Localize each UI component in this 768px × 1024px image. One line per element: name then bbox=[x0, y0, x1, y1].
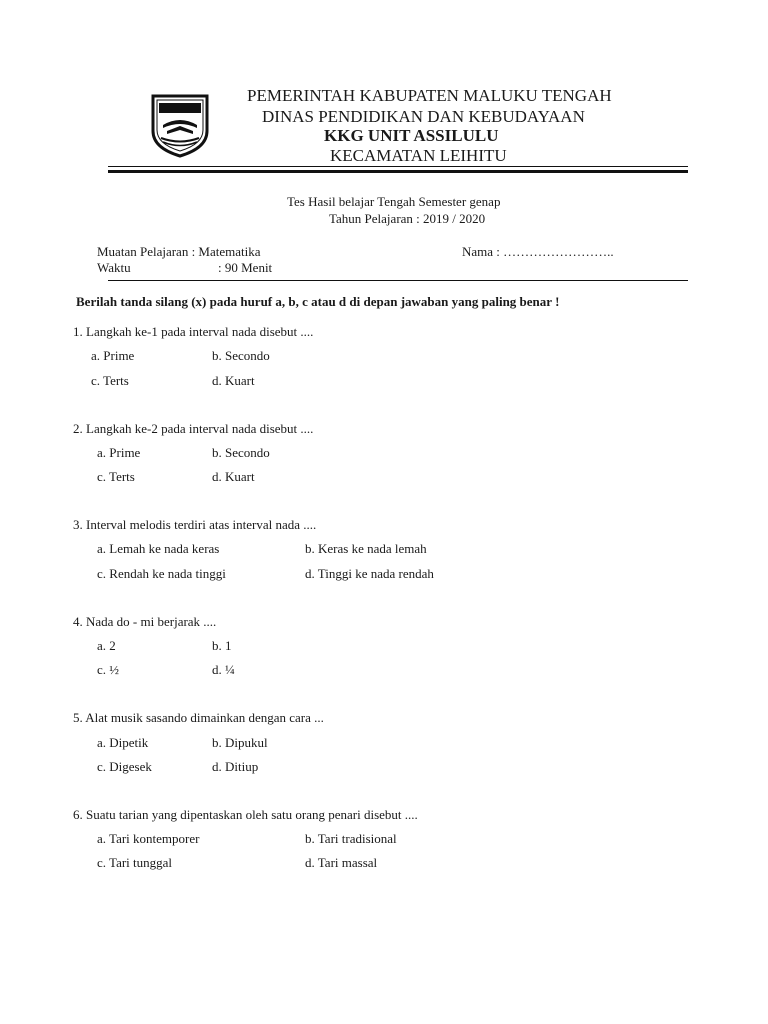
answer-option-a[interactable]: a. Tari kontemporer bbox=[97, 831, 200, 846]
header-district-name: KECAMATAN LEIHITU bbox=[330, 146, 507, 165]
instruction-text: Berilah tanda silang (x) pada huruf a, b, c atau d di depan jawaban yang paling benar ! bbox=[76, 294, 560, 309]
exam-title: Tes Hasil belajar Tengah Semester genap bbox=[287, 194, 501, 209]
answer-option-d[interactable]: d. Tinggi ke nada rendah bbox=[305, 566, 434, 581]
time-label: Waktu bbox=[97, 260, 131, 275]
answer-option-b[interactable]: b. 1 bbox=[212, 638, 232, 653]
answer-option-d[interactable]: d. Ditiup bbox=[212, 759, 259, 774]
subject-label: Muatan Pelajaran : Matematika bbox=[97, 244, 261, 259]
info-divider bbox=[108, 280, 688, 281]
answer-option-c[interactable]: c. ½ bbox=[97, 662, 120, 677]
answer-option-c[interactable]: c. Rendah ke nada tinggi bbox=[97, 566, 226, 581]
answer-option-d[interactable]: d. Tari massal bbox=[305, 855, 378, 870]
header-government-name: PEMERINTAH KABUPATEN MALUKU TENGAH bbox=[247, 86, 612, 105]
time-value: : 90 Menit bbox=[218, 260, 273, 275]
answer-option-b[interactable]: b. Secondo bbox=[212, 348, 270, 363]
answer-option-b[interactable]: b. Dipukul bbox=[212, 735, 268, 750]
answer-option-c[interactable]: c. Terts bbox=[97, 469, 135, 484]
regency-emblem-logo bbox=[149, 93, 211, 158]
answer-option-a[interactable]: a. Dipetik bbox=[97, 735, 149, 750]
student-name-field[interactable]: Nama : …………………….. bbox=[462, 244, 614, 259]
header-department-name: DINAS PENDIDIKAN DAN KEBUDAYAAN bbox=[262, 107, 585, 126]
question-text: 3. Interval melodis terdiri atas interval nada .... bbox=[73, 517, 317, 532]
answer-option-b[interactable]: b. Secondo bbox=[212, 445, 270, 460]
exam-academic-year: Tahun Pelajaran : 2019 / 2020 bbox=[329, 211, 486, 226]
question-text: 5. Alat musik sasando dimainkan dengan cara ... bbox=[73, 710, 324, 725]
question-text: 2. Langkah ke-2 pada interval nada disebut .... bbox=[73, 421, 314, 436]
answer-option-a[interactable]: a. Prime bbox=[97, 445, 141, 460]
answer-option-a[interactable]: a. Prime bbox=[91, 348, 135, 363]
answer-option-d[interactable]: d. ¼ bbox=[212, 662, 235, 677]
answer-option-a[interactable]: a. 2 bbox=[97, 638, 116, 653]
answer-option-b[interactable]: b. Tari tradisional bbox=[305, 831, 397, 846]
question-text: 6. Suatu tarian yang dipentaskan oleh satu orang penari disebut .... bbox=[73, 807, 418, 822]
question-text: 4. Nada do - mi berjarak .... bbox=[73, 614, 217, 629]
header-divider-thick bbox=[108, 170, 688, 173]
answer-option-a[interactable]: a. Lemah ke nada keras bbox=[97, 541, 220, 556]
header-unit-name: KKG UNIT ASSILULU bbox=[324, 126, 499, 145]
answer-option-d[interactable]: d. Kuart bbox=[212, 469, 255, 484]
answer-option-b[interactable]: b. Keras ke nada lemah bbox=[305, 541, 427, 556]
header-divider-thin bbox=[108, 166, 688, 167]
question-text: 1. Langkah ke-1 pada interval nada disebut .... bbox=[73, 324, 314, 339]
answer-option-c[interactable]: c. Digesek bbox=[97, 759, 152, 774]
answer-option-c[interactable]: c. Tari tunggal bbox=[97, 855, 173, 870]
answer-option-c[interactable]: c. Terts bbox=[91, 373, 129, 388]
answer-option-d[interactable]: d. Kuart bbox=[212, 373, 255, 388]
